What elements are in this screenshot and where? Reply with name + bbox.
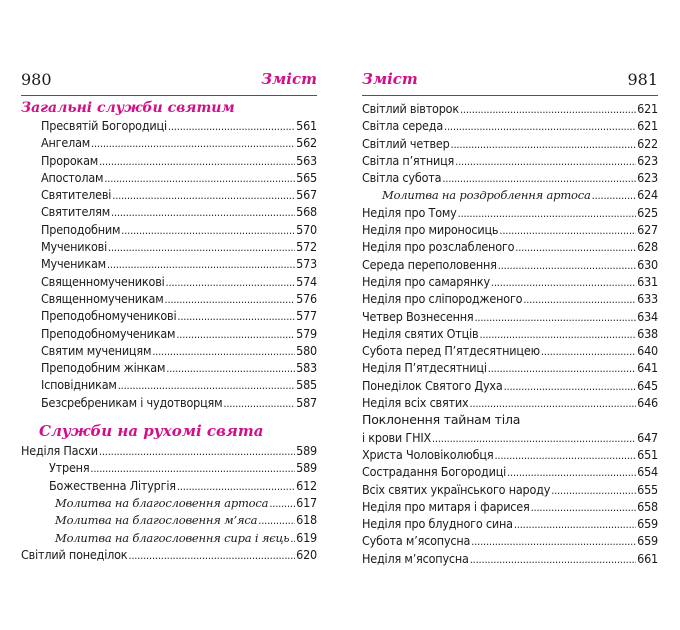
dot-leader (166, 360, 295, 377)
toc-entry (21, 394, 317, 411)
dot-leader (458, 205, 636, 222)
toc-entry-label: Неділя про Тому (362, 204, 457, 220)
dot-leader (165, 291, 296, 308)
toc-entry-label: Світла субота (362, 170, 442, 186)
toc-entry (362, 394, 658, 411)
toc-entry-page: 612 (296, 477, 317, 493)
page-number: 980 (21, 70, 52, 89)
dot-leader (112, 187, 295, 204)
running-head (362, 70, 658, 95)
toc-entry-page: 572 (296, 239, 317, 255)
toc-entry (362, 135, 658, 152)
toc-entry (21, 203, 317, 220)
toc-entry (21, 359, 317, 376)
toc-entry-page: 574 (296, 273, 317, 289)
toc-entry-label: і крови ГНІХ (362, 429, 431, 445)
toc-entry (362, 204, 658, 221)
running-head-title: Зміст (362, 70, 418, 88)
toc-entry-label: Середа переполовення (362, 256, 497, 272)
toc-entry-label: Всіх святих українського народу (362, 481, 551, 497)
dot-leader (121, 222, 295, 239)
toc-entry (362, 308, 658, 325)
toc-entry (21, 342, 317, 359)
toc-entry-label: Світла п’ятниця (362, 152, 455, 168)
toc-entry-label: Мученикам (41, 256, 106, 272)
toc-entry-page: 579 (296, 325, 317, 341)
toc-entry (21, 325, 317, 342)
toc-entry (362, 100, 658, 117)
toc-entry-page: 561 (296, 118, 317, 133)
header-rule (21, 95, 317, 96)
toc-entry-page: 568 (296, 204, 317, 220)
toc-entry (362, 359, 658, 376)
toc-entry-label: Преподобномученикові (41, 308, 177, 324)
toc-entry-label: Божественна Літургія (49, 477, 176, 493)
dot-leader (177, 478, 295, 495)
toc-entry-page: 631 (637, 273, 658, 289)
dot-leader (514, 516, 636, 533)
toc-entry-label: Молитва на благословення м’яса (55, 513, 258, 528)
toc-entry-label: Апостолам (41, 169, 104, 185)
dot-leader (491, 274, 636, 291)
toc-entry (362, 550, 658, 567)
toc-entry-label: Христа Чоловіколюбця (362, 446, 494, 462)
toc-entry-page: 570 (296, 221, 317, 237)
dot-leader (504, 378, 637, 395)
toc-entry-label: Ангелам (41, 135, 91, 151)
dot-leader (498, 257, 636, 274)
toc-entry-page: 661 (637, 550, 658, 566)
dot-leader (108, 239, 295, 256)
toc-entry (362, 515, 658, 532)
toc-entry (362, 238, 658, 255)
toc-entry-label: Преподобним (41, 221, 121, 237)
dot-leader (474, 309, 636, 326)
dot-leader (470, 551, 636, 568)
page-number: 981 (627, 70, 658, 89)
dot-leader (479, 326, 636, 343)
toc-entry (21, 186, 317, 203)
toc-entry-page: 583 (296, 360, 317, 376)
right-page (362, 70, 658, 567)
toc-list (21, 442, 317, 563)
dot-leader (469, 395, 636, 412)
toc-entry-label: Неділя про блудного сина (362, 516, 513, 532)
toc-entry (362, 221, 658, 238)
toc-entry-label: Неділя м’ясопусна (362, 550, 469, 566)
toc-entry-label: Мученикові (41, 239, 108, 255)
dot-leader (99, 443, 295, 460)
toc-entry (21, 477, 317, 494)
toc-entry (362, 290, 658, 307)
toc-entry-page: 638 (637, 325, 658, 341)
toc-entry-label: Неділя про сліпородженого (362, 291, 523, 307)
toc-entry-page: 630 (637, 256, 658, 272)
section-title: Загальні служби святим (21, 100, 235, 116)
toc-entry (21, 376, 317, 393)
toc-entry (21, 494, 317, 511)
dot-leader (531, 499, 637, 516)
dot-leader (91, 135, 295, 152)
toc-entry-label: Священномученикові (41, 273, 165, 289)
toc-entry-page: 587 (296, 394, 317, 410)
toc-entry-label: Безсребреникам і чудотворцям (41, 394, 223, 410)
dot-leader (258, 512, 295, 529)
dot-leader (442, 170, 636, 187)
dot-leader (432, 430, 636, 447)
toc-entry-page: 563 (296, 152, 317, 168)
toc-entry-page: 577 (296, 308, 317, 324)
toc-entry-page: 645 (637, 377, 658, 393)
toc-entry-label: Пророкам (41, 152, 99, 168)
toc-entry (362, 273, 658, 290)
toc-entry-page: 659 (637, 533, 658, 549)
toc-entry-page: 654 (637, 464, 658, 480)
toc-entry-page: 619 (296, 529, 317, 545)
toc-entry-label: Священномученикам (41, 290, 164, 306)
toc-entry (362, 117, 658, 134)
toc-entry-page: 625 (637, 204, 658, 220)
dot-leader (444, 118, 636, 135)
toc-entry-label: Світла середа (362, 118, 444, 134)
dot-leader (592, 187, 636, 204)
toc-entry-page: 621 (637, 101, 658, 116)
toc-entry-label: Субота перед П’ятдесятницею (362, 343, 540, 359)
toc-entry-label: Понеділок Святого Духа (362, 377, 503, 393)
toc-entry-page: 573 (296, 256, 317, 272)
dot-leader (471, 533, 636, 550)
toc-entry-label: Неділя всіх святих (362, 395, 469, 411)
toc-entry-page: 562 (296, 135, 317, 151)
toc-entry (21, 152, 317, 169)
toc-entry-label: Неділя про митаря і фарисея (362, 498, 530, 514)
dot-leader (460, 101, 636, 118)
toc-entry (21, 169, 317, 186)
toc-entry-label: Святителям (41, 204, 111, 220)
toc-entry-label: Неділя Пасхи (21, 443, 98, 459)
dot-leader (118, 377, 295, 394)
dot-leader (290, 530, 295, 547)
running-head (21, 70, 317, 95)
toc-entry-page: 618 (296, 512, 317, 528)
toc-entry (362, 152, 658, 169)
toc-entry-page: 655 (637, 481, 658, 497)
toc-entry (362, 342, 658, 359)
toc-entry-label: Святителеві (41, 187, 112, 203)
dot-leader (152, 343, 295, 360)
toc-entry-label: Молитва на благословення сира і яєць (55, 530, 290, 545)
toc-entry (21, 255, 317, 272)
toc-entry-page: 621 (637, 118, 658, 134)
toc-entry-page: 659 (637, 516, 658, 532)
toc-entry (21, 290, 317, 307)
dot-leader (507, 464, 636, 481)
dot-leader (488, 360, 636, 377)
toc-entry (21, 221, 317, 238)
toc-entry (362, 532, 658, 549)
toc-entry-page: 623 (637, 152, 658, 168)
dot-leader (176, 326, 295, 343)
toc-entry (362, 256, 658, 273)
toc-entry-page: 576 (296, 290, 317, 306)
toc-entry-page: 633 (637, 291, 658, 307)
toc-entry-label: Святим мученицям (41, 342, 152, 358)
toc-list (21, 117, 317, 411)
toc-entry (362, 498, 658, 515)
toc-entry-label: Світлий четвер (362, 135, 450, 151)
toc-entry (21, 529, 317, 546)
toc-entry-label: Сострадання Богородиці (362, 464, 507, 480)
toc-entry-label: Неділя про самарянку (362, 273, 490, 289)
toc-entry (362, 429, 658, 446)
header-rule (362, 95, 658, 96)
dot-leader (177, 308, 295, 325)
toc-entry-label: Преподобним жінкам (41, 360, 166, 376)
toc-entry-label: Ісповідникам (41, 377, 117, 393)
dot-leader (168, 118, 295, 135)
toc-entry-page: 589 (296, 460, 317, 476)
dot-leader (541, 343, 636, 360)
toc-entry-page: 567 (296, 187, 317, 203)
toc-entry (21, 273, 317, 290)
toc-entry (21, 442, 317, 459)
section-title: Служби на рухомі свята (39, 422, 264, 441)
toc-entry (21, 238, 317, 255)
dot-leader (128, 547, 295, 564)
toc-entry-page: 624 (637, 187, 658, 203)
toc-entry (21, 459, 317, 476)
toc-entry: Поклонення тайнам тіла (362, 412, 521, 428)
dot-leader (90, 460, 295, 477)
toc-entry-page: 589 (296, 443, 317, 459)
toc-entry (21, 134, 317, 151)
toc-entry-label: Молитва на благословення артоса (55, 495, 269, 510)
toc-entry-page: 634 (637, 308, 658, 324)
toc-entry-page: 647 (637, 429, 658, 445)
toc-entry-label: Пресвятій Богородиці (41, 118, 167, 133)
dot-leader (111, 204, 295, 221)
dot-leader (451, 136, 637, 153)
toc-entry-page: 617 (296, 494, 317, 510)
dot-leader (223, 395, 295, 412)
toc-entry (21, 117, 317, 134)
toc-entry-label: Четвер Вознесення (362, 308, 474, 324)
toc-entry-label: Молитва на роздроблення артоса (382, 188, 591, 203)
dot-leader (515, 239, 636, 256)
toc-entry (362, 463, 658, 480)
toc-entry-label: Преподобномученикам (41, 325, 176, 341)
dot-leader (523, 291, 636, 308)
toc-entry (21, 511, 317, 528)
left-page (21, 70, 317, 563)
toc-entry (21, 307, 317, 324)
toc-entry-page: 620 (296, 546, 317, 562)
toc-entry-label: Неділя святих Отців (362, 325, 479, 341)
dot-leader (166, 274, 296, 291)
toc-entry-page: 628 (637, 239, 658, 255)
toc-entry-page: 658 (637, 498, 658, 514)
toc-entry (362, 377, 658, 394)
dot-leader (269, 495, 295, 512)
toc-entry-label: Світлий понеділок (21, 546, 128, 562)
toc-entry-label: Неділя П’ятдесятниці (362, 360, 487, 376)
toc-entry-label: Неділя про розслабленого (362, 239, 515, 255)
dot-leader (455, 153, 636, 170)
dot-leader (494, 447, 636, 464)
running-head-title: Зміст (261, 70, 317, 88)
toc-entry-page: 585 (296, 377, 317, 393)
toc-list (362, 100, 658, 567)
toc-entry-page: 622 (637, 135, 658, 151)
dot-leader (99, 153, 295, 170)
toc-entry-label: Утреня (49, 460, 90, 476)
toc-entry (362, 446, 658, 463)
toc-entry (362, 481, 658, 498)
dot-leader (104, 170, 295, 187)
toc-entry (362, 325, 658, 342)
toc-entry-page: 646 (637, 395, 658, 411)
toc-entry-label: Субота м’ясопусна (362, 533, 471, 549)
toc-entry-page: 565 (296, 169, 317, 185)
dot-leader (499, 222, 636, 239)
toc-entry-page: 640 (637, 343, 658, 359)
toc-entry-label: Світлий вівторок (362, 101, 459, 116)
toc-entry-page: 651 (637, 446, 658, 462)
dot-leader (107, 256, 295, 273)
toc-entry (362, 186, 658, 203)
toc-entry-label: Неділя про мироносиць (362, 222, 499, 238)
toc-entry-page: 627 (637, 222, 658, 238)
toc-entry (21, 546, 317, 563)
toc-entry (362, 169, 658, 186)
toc-entry-page: 641 (637, 360, 658, 376)
toc-entry-page: 623 (637, 170, 658, 186)
toc-entry-page: 580 (296, 342, 317, 358)
dot-leader (551, 482, 636, 499)
